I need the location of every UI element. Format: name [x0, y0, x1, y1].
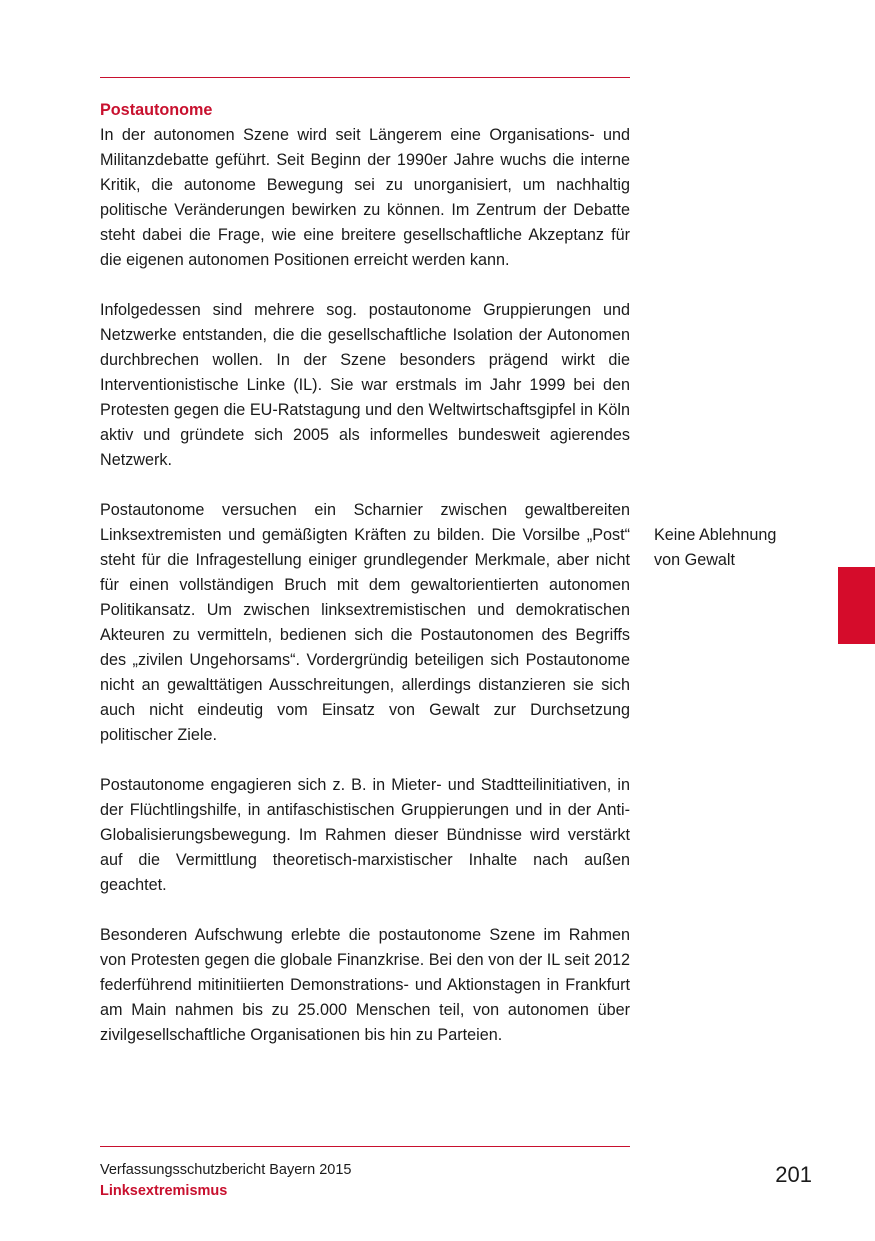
paragraph-5: Besonderen Aufschwung erlebte die postautonome Szene im Rahmen von Protesten gegen die globale Finanzkrise. Bei den von der IL seit 2012 federführend mitinitiierten Demonstrations- und Aktionstagen in Frankfurt am Main nahmen bis zu 25.000 Menschen teil, von autonomen über zivilgesellschaftliche Organisationen bis hin zu Parteien. — [100, 926, 630, 1044]
paragraph-4: Postautonome engagieren sich z. B. in Mieter- und Stadtteilinitiativen, in der Flüchtlingshilfe, in antifaschistischen Gruppierungen und in der Anti-Globalisierungsbewegung. Im Rahmen dieser Bündnisse wird verstärkt auf die Vermittlung theoretisch-marxistischer Inhalte nach außen geachtet. — [100, 776, 630, 894]
margin-note — [654, 523, 824, 573]
main-text-column — [100, 98, 630, 1073]
paragraph-2: Infolgedessen sind mehrere sog. postautonome Gruppierungen und Netzwerke entstanden, die die gesellschaftliche Isolation der Autonomen durchbrechen wollen. In der Szene besonders prägend wirkt die Interventionistische Linke (IL). Sie war erstmals im Jahr 1999 bei den Protesten gegen die EU-Ratstagung und den Weltwirtschaftsgipfel in Köln aktiv und gründete sich 2005 als informelles bundesweit agierendes Netzwerk. — [100, 301, 630, 469]
chapter-thumb-tab — [838, 567, 875, 644]
paragraph-3: Postautonome versuchen ein Scharnier zwischen gewaltbereiten Linksextremisten und gemäßigten Kräften zu bilden. Die Vorsilbe „Post“ steht für die Infragestellung einiger grundlegender Merkmale, aber nicht für einen vollständigen Bruch mit dem gewaltorientierten autonomen Politikansatz. Um zwischen linksextremistischen und demokratischen Akteuren zu vermitteln, bedienen sich die Postautonomen des Begriffs des „zivilen Ungehorsams“. Vordergründig beteiligen sich Postautonome nicht an gewalttätigen Ausschreitungen, allerdings distanzieren sie sich auch nicht eindeutig vom Einsatz von Gewalt zur Durchsetzung politischer Ziele. — [100, 501, 630, 744]
margin-note-line-2: von Gewalt — [654, 551, 735, 569]
bottom-divider — [100, 1146, 630, 1147]
page-number: 201 — [775, 1162, 812, 1187]
section-heading: Postautonome — [100, 101, 213, 119]
paragraph-1: In der autonomen Szene wird seit Längerem eine Organisations- und Militanzdebatte geführt. Seit Beginn der 1990er Jahre wuchs die interne Kritik, die autonome Bewegung sei zu unorganisiert, um nachhaltig politische Veränderungen bewirken zu können. Im Zentrum der Debatte steht dabei die Frage, wie eine breitere gesellschaftliche Akzeptanz für die eigenen autonomen Positionen erreicht werden kann. — [100, 126, 630, 269]
top-divider — [100, 77, 630, 78]
margin-note-line-1: Keine Ablehnung — [654, 526, 777, 544]
footer-publication-title: Verfassungsschutzbericht Bayern 2015 — [100, 1162, 352, 1178]
footer-chapter-name: Linksextremismus — [100, 1183, 228, 1199]
